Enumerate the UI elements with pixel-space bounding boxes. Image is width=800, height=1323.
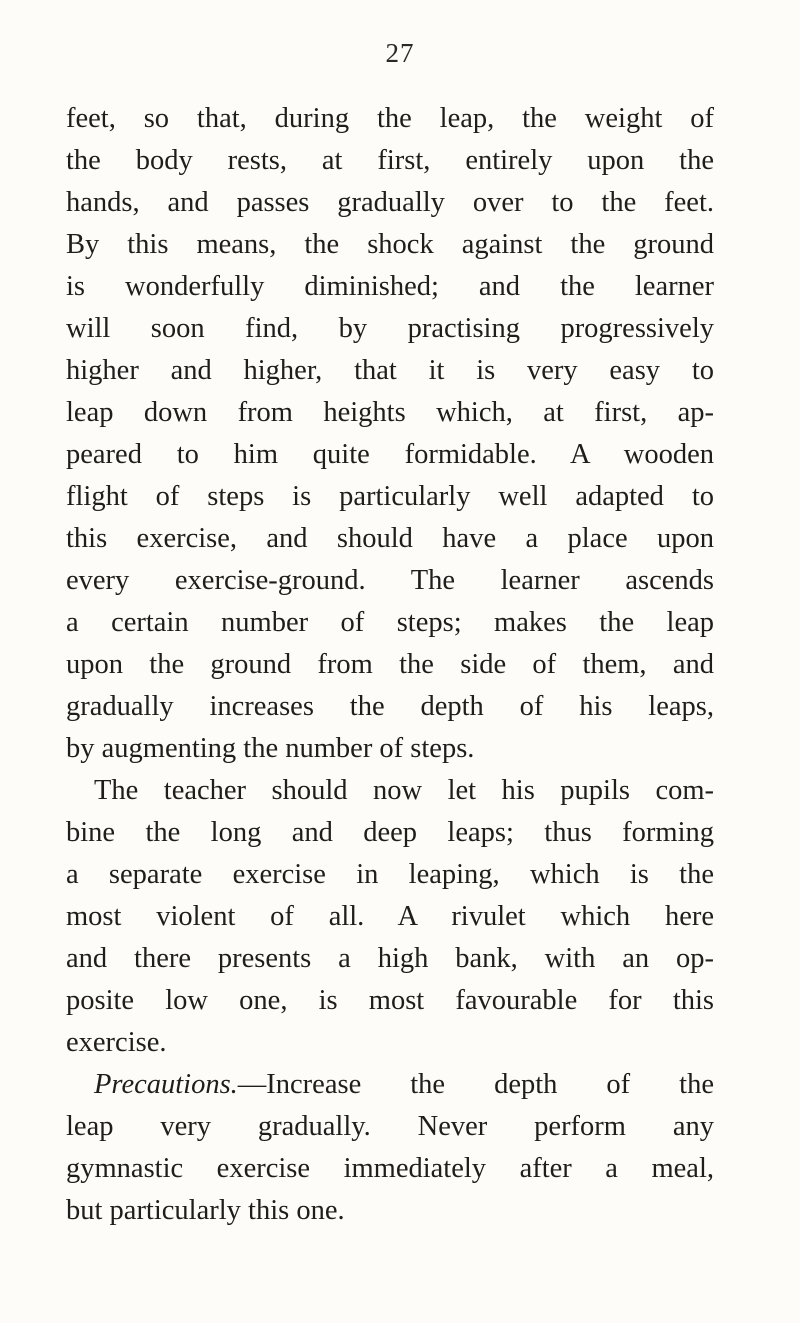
text-line: is wonderfully diminished; and the learner [66, 271, 714, 302]
precautions-line [66, 1064, 714, 1106]
body-text [66, 98, 714, 1232]
text-line: upon the ground from the side of them, and [66, 649, 714, 680]
text-line: most violent of all. A rivulet which here [66, 901, 714, 932]
text-line: feet, so that, during the leap, the weight of [66, 103, 714, 134]
text-line: and there presents a high bank, with an op- [66, 943, 714, 974]
text-line: posite low one, is most favourable for this [66, 985, 714, 1016]
text-line: the body rests, at first, entirely upon the [66, 145, 714, 176]
text-line: a certain number of steps; makes the leap [66, 607, 714, 638]
text-line: gymnastic exercise immediately after a meal, [66, 1153, 714, 1184]
text-line: this exercise, and should have a place upon [66, 523, 714, 554]
text-line: gradually increases the depth of his leaps, [66, 691, 714, 722]
text-line: The teacher should now let his pupils com- [94, 775, 714, 806]
precautions-heading: Precautions. [94, 1069, 238, 1100]
text-line: By this means, the shock against the ground [66, 229, 714, 260]
text-line: exercise. [66, 1027, 167, 1058]
text-line: bine the long and deep leaps; thus forming [66, 817, 714, 848]
text-line: leap very gradually. Never perform any [66, 1111, 714, 1142]
text-line: peared to him quite formidable. A wooden [66, 439, 714, 470]
text-line: a separate exercise in leaping, which is the [66, 859, 714, 890]
text-line: but particularly this one. [66, 1195, 345, 1226]
text-line: hands, and passes gradually over to the feet. [66, 187, 714, 218]
precautions-text: —Increase the depth of the [237, 1069, 714, 1100]
text-line: by augmenting the number of steps. [66, 733, 475, 764]
text-line: flight of steps is particularly well adapted to [66, 481, 714, 512]
text-line: higher and higher, that it is very easy to [66, 355, 714, 386]
text-line: will soon find, by practising progressively [66, 313, 714, 344]
page-number: 27 [385, 38, 415, 68]
text-line: every exercise-ground. The learner ascends [66, 565, 714, 596]
text-line: leap down from heights which, at first, ap- [66, 397, 714, 428]
